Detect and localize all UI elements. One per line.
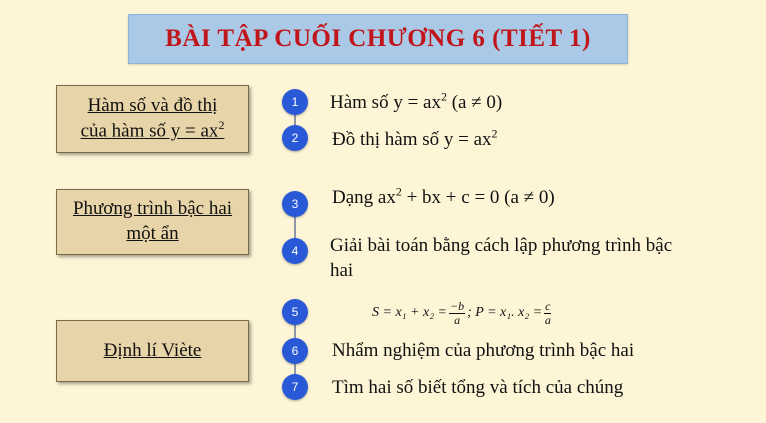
badge-1: 1: [282, 89, 308, 115]
topic-2-line1: Phương trình bậc hai: [72, 198, 233, 220]
item-7-text: Tìm hai số biết tổng và tích của chúng: [332, 377, 624, 398]
badge-7: 7: [282, 374, 308, 400]
item-4-text: Giải bài toán bằng cách lập phương trình bậc hai: [330, 235, 673, 281]
topic-1-line1: Hàm số và đồ thị: [87, 94, 218, 116]
badge-3: 3: [282, 191, 308, 217]
topic-box-quadratic: [56, 189, 249, 255]
badge-5: 5: [282, 299, 308, 325]
item-2-text: Đồ thị hàm số $y = ax^2$: [332, 126, 498, 150]
item-6-text: Nhẩm nghiệm của phương trình bậc hai: [332, 340, 635, 361]
item-5-formula: S = x₁ + x₂ = $\frac{-b}{a}$ ; P = x₁. x₂ = $\frac{c}{a}$: [372, 299, 551, 327]
topic-box-functions: [56, 85, 249, 153]
topic-1-line2: của hàm số $y = ax^2$: [80, 118, 225, 142]
badge-2: 2: [282, 125, 308, 151]
fraction-s: $\frac{-b}{a}$: [450, 299, 465, 327]
topic-2-line2: một ẩn: [126, 223, 179, 244]
badge-6: 6: [282, 338, 308, 364]
item-3-text: Dạng $ax^2$ + bx + c = 0 (a ≠ 0): [332, 184, 555, 208]
badge-4: 4: [282, 238, 308, 264]
fraction-p: $\frac{c}{a}$: [544, 299, 551, 327]
page-title: BÀI TẬP CUỐI CHƯƠNG 6 (TIẾT 1): [165, 25, 591, 52]
title-banner: [128, 14, 628, 64]
topic-box-viete: [56, 320, 249, 382]
topic-3-line1: Định lí Viète: [103, 339, 202, 361]
item-1-text: Hàm số $y = ax^2$ (a ≠ 0): [330, 89, 503, 113]
